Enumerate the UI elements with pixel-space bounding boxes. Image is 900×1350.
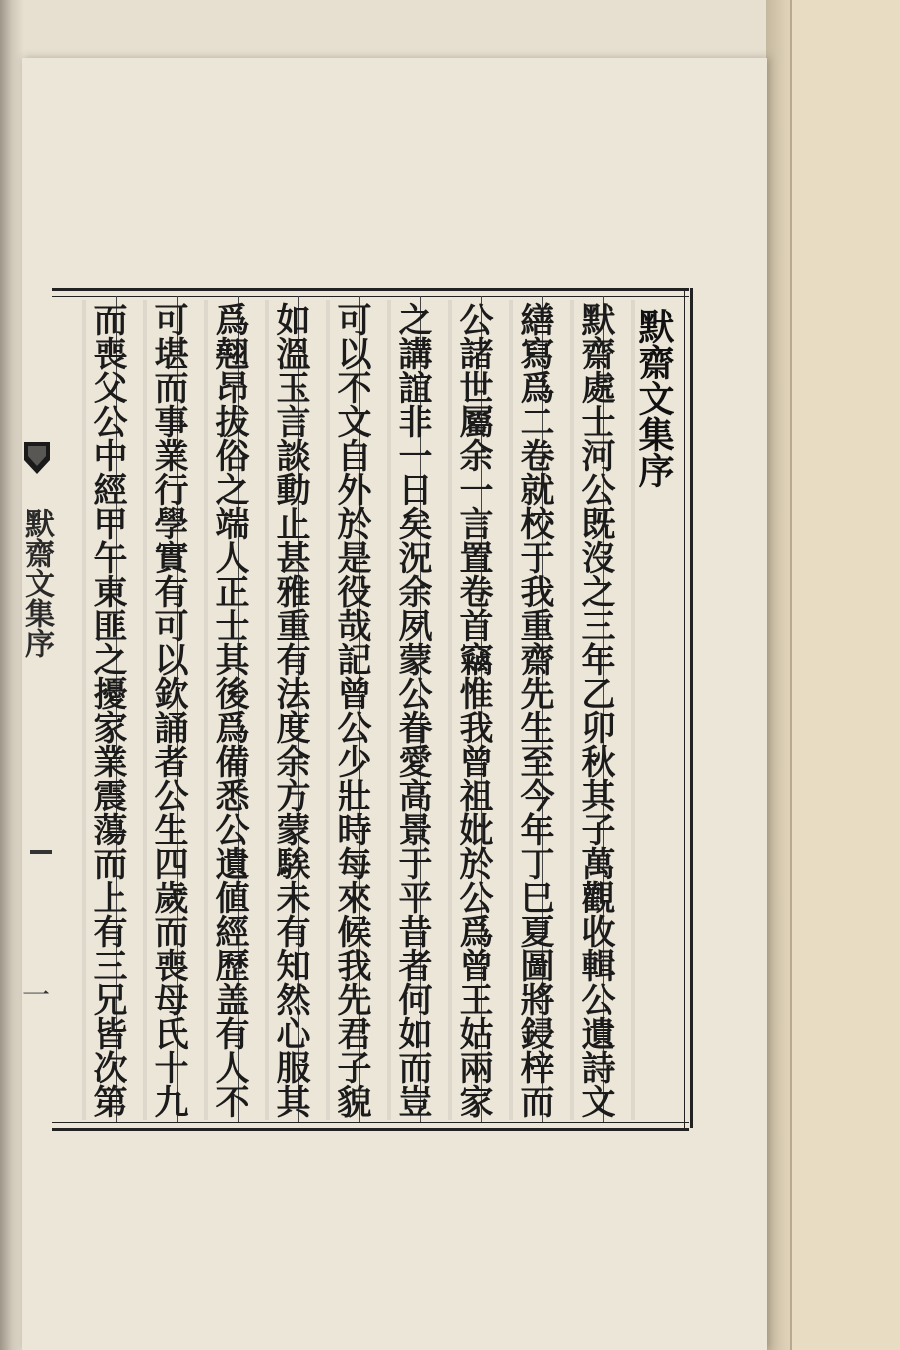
frame-right-border bbox=[684, 288, 693, 1128]
frame-bottom-border bbox=[52, 1122, 689, 1131]
text-column-9: 而喪父公中經甲午東匪之擾家業震蕩而上有三兄皆次第 bbox=[87, 302, 127, 1118]
text-column-2: 繕寫爲二卷就校于我重齋先生至今年丁巳夏圖將鋟梓而 bbox=[514, 302, 554, 1118]
text-column-6: 如溫玉言談動止甚雅重有法度余方蒙騃未有知然心服其 bbox=[270, 302, 310, 1118]
text-column-8: 可堪而事業行學實有可以欽誦者公生四歲而喪母氏十九 bbox=[148, 302, 188, 1118]
text-column-5: 可以不文自外於是役哉記曾公少壯時每來候我先君子貌 bbox=[331, 302, 371, 1118]
preface-title: 默齋文集序 bbox=[633, 308, 675, 488]
fish-tail-mark-icon bbox=[22, 440, 52, 500]
frame-top-border bbox=[52, 288, 689, 297]
text-column-1: 默齋處士河公既沒之三年乙卯秋其子萬觀收輯公遺詩文 bbox=[575, 302, 615, 1118]
text-column-3: 公諸世屬余一言置卷首竊惟我曾祖妣於公爲曾王姑兩家 bbox=[453, 302, 493, 1118]
adjacent-page-edge bbox=[790, 0, 900, 1350]
text-column-7: 爲翹昂拔俗之端人正士其後爲備悉公遺値經歷盖有人不 bbox=[209, 302, 249, 1118]
text-column-4: 之講誼非一日矣況余夙蒙公眷愛高景于平昔者何如而豈 bbox=[392, 302, 432, 1118]
margin-book-title: 默齋文集序 bbox=[19, 508, 54, 658]
margin-divider bbox=[30, 850, 52, 854]
margin-page-number: 一 bbox=[18, 980, 51, 1008]
